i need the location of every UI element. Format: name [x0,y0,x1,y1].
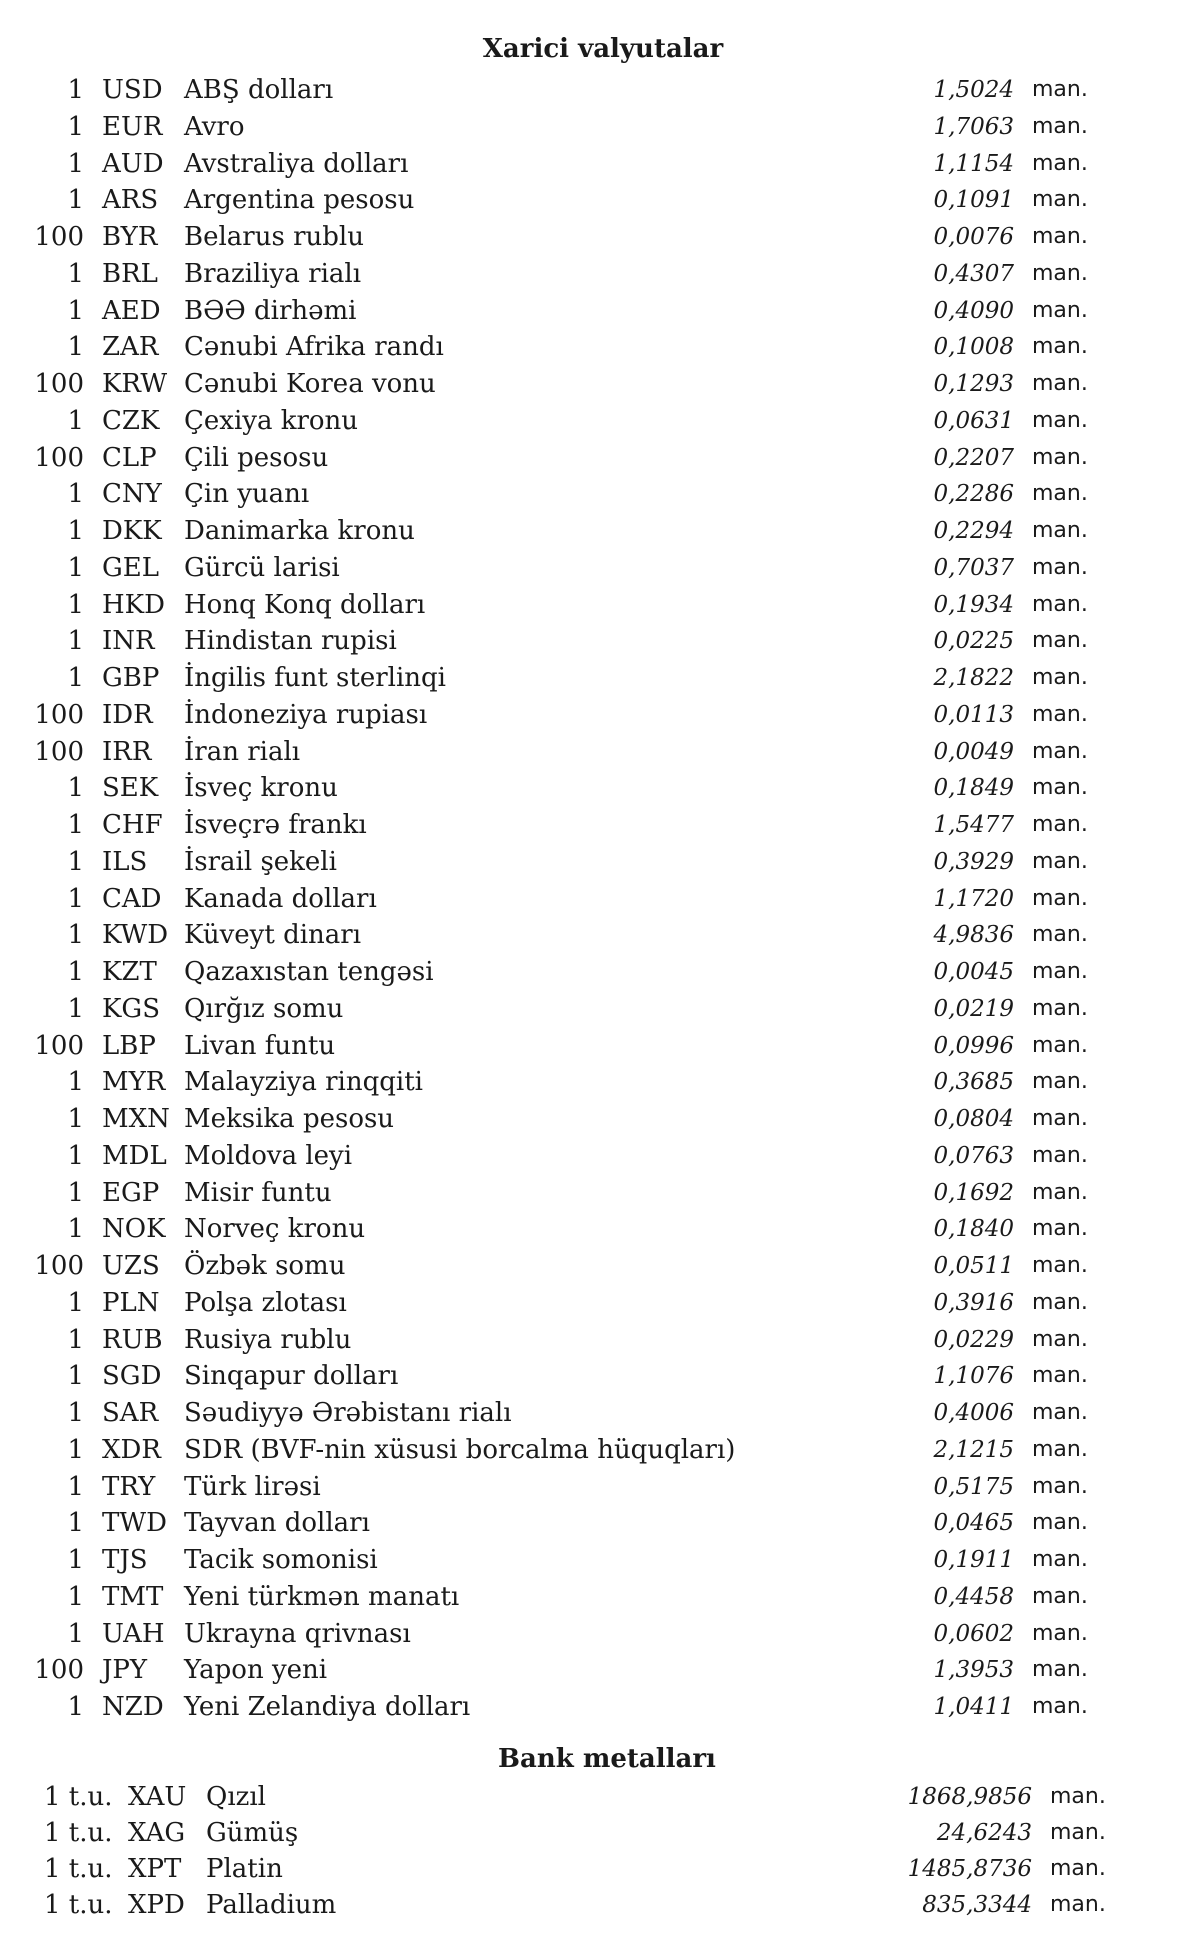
unit-cell: 1 [67,1177,84,1208]
code-cell: ZAR [102,332,159,363]
code-cell: KZT [102,957,157,987]
unit-cell: 1 t.u. [44,1890,113,1920]
unit-cell: 1 [67,1361,84,1392]
table-row [0,991,1202,1028]
rate-cell: 2,1215 [933,1436,1014,1463]
code-cell: KWD [102,920,169,951]
currency-suffix: man. [1032,1179,1088,1205]
code-cell: BYR [102,222,158,252]
table-row [0,1432,1202,1469]
currency-suffix: man. [1032,297,1088,323]
code-cell: TRY [102,1471,156,1502]
rate-cell: 1,1076 [933,1363,1014,1390]
unit-cell: 1 [67,1545,84,1575]
unit-cell: 1 [67,295,84,326]
table-row [0,1175,1202,1212]
unit-cell: 1 [67,1471,84,1502]
code-cell: MYR [102,1067,166,1098]
rate-cell: 1485,8736 [907,1856,1032,1882]
rate-cell: 2,1822 [933,665,1014,691]
rate-cell: 1,5477 [933,812,1014,838]
unit-cell: 1 [67,1067,84,1098]
rate-cell: 1,5024 [933,77,1014,103]
code-cell: CNY [102,479,162,510]
rate-cell: 0,2207 [933,444,1014,471]
code-cell: INR [102,626,155,657]
name-cell: İsveçrə frankı [184,810,367,840]
rate-cell: 0,0511 [933,1253,1014,1279]
rate-cell: 0,1934 [933,591,1014,618]
code-cell: KGS [102,993,161,1024]
table-row [0,1851,1202,1887]
currency-suffix: man. [1032,1069,1088,1095]
code-cell: UZS [102,1251,160,1281]
name-cell: Misir funtu [184,1177,332,1208]
unit-cell: 1 [67,1324,84,1355]
name-cell: Malayziya rinqqiti [184,1067,423,1098]
unit-cell: 1 [67,920,84,951]
unit-cell: 1 [67,185,84,216]
currency-suffix: man. [1032,260,1088,286]
code-cell: TMT [102,1581,164,1612]
table-row [0,1505,1202,1542]
name-cell: Özbək somu [184,1251,346,1281]
unit-cell: 100 [34,1251,84,1281]
code-cell: USD [102,75,163,105]
currency-suffix: man. [1032,518,1088,543]
currency-suffix: man. [1032,922,1088,948]
currency-suffix: man. [1032,1142,1088,1168]
code-cell: AED [102,295,161,326]
code-cell: CZK [102,405,160,436]
name-cell: Çili pesosu [184,442,329,473]
table-row [0,329,1202,366]
table-row [0,770,1202,807]
code-cell: TWD [102,1508,167,1539]
table-row [0,807,1202,844]
rate-cell: 0,1293 [933,371,1014,397]
rate-cell: 0,0113 [933,701,1014,728]
code-cell: SEK [102,773,159,804]
currency-suffix: man. [1032,1326,1088,1352]
rate-cell: 0,5175 [933,1473,1014,1500]
table-row [0,293,1202,330]
rate-cell: 0,1911 [933,1547,1014,1573]
name-cell: ABŞ dolları [184,75,334,105]
name-cell: Türk lirəsi [184,1471,321,1502]
currency-suffix: man. [1032,113,1088,139]
name-cell: Yapon yeni [184,1655,328,1686]
name-cell: Gümüş [206,1818,299,1848]
name-cell: Küveyt dinarı [184,920,362,951]
table-row [0,256,1202,293]
rate-cell: 1,0411 [933,1694,1014,1720]
name-cell: Gürcü larisi [184,552,340,583]
table-row [0,1652,1202,1689]
name-cell: Cənubi Korea vonu [184,369,436,399]
name-cell: Çexiya kronu [184,405,359,436]
code-cell: CLP [102,442,157,473]
code-cell: PLN [102,1287,160,1318]
unit-cell: 1 [67,516,84,546]
code-cell: MDL [102,1140,167,1171]
currency-suffix: man. [1032,224,1088,249]
name-cell: Livan funtu [184,1030,336,1061]
name-cell: Rusiya rublu [184,1324,352,1355]
currency-suffix: man. [1032,1400,1088,1425]
code-cell: ILS [102,846,148,877]
rate-cell: 0,4006 [933,1400,1014,1426]
table-row [0,881,1202,918]
table-row [0,1779,1202,1815]
table-row [0,513,1202,550]
name-cell: Belarus rublu [184,222,364,252]
code-cell: GEL [102,552,160,583]
name-cell: Norveç kronu [184,1214,366,1245]
rate-cell: 0,0631 [933,407,1014,434]
name-cell: Platin [206,1854,283,1884]
rate-cell: 24,6243 [936,1820,1032,1846]
table-row [0,1358,1202,1395]
table-row [0,182,1202,219]
rate-cell: 0,1849 [933,775,1014,802]
rate-cell: 0,2294 [933,518,1014,544]
rate-cell: 0,0219 [933,995,1014,1022]
rate-cell: 0,0996 [933,1032,1014,1059]
unit-cell: 1 t.u. [44,1818,113,1848]
currency-suffix: man. [1032,334,1088,360]
table-row [0,403,1202,440]
unit-cell: 1 [67,405,84,436]
name-cell: Argentina pesosu [184,185,415,216]
currency-suffix: man. [1050,1856,1106,1881]
name-cell: İngilis funt sterlinqi [184,663,446,693]
name-cell: Səudiyyə Ərəbistanı rialı [184,1398,512,1428]
table-row [0,440,1202,477]
unit-cell: 100 [34,369,84,399]
code-cell: MXN [102,1104,170,1134]
table-row [0,1815,1202,1851]
code-cell: NOK [102,1214,166,1245]
code-cell: XAU [128,1782,187,1812]
name-cell: Braziliya rialı [184,258,362,289]
rate-cell: 835,3344 [922,1892,1032,1918]
table-row [0,1028,1202,1065]
rate-cell: 0,1091 [933,187,1014,214]
name-cell: Cənubi Afrika randı [184,332,444,363]
table-row [0,587,1202,624]
unit-cell: 1 [67,75,84,105]
name-cell: Tayvan dolları [184,1508,370,1539]
unit-cell: 1 [67,1214,84,1245]
unit-cell: 1 [67,626,84,657]
table-row [0,1887,1202,1923]
unit-cell: 1 [67,1508,84,1539]
code-cell: LBP [102,1030,156,1061]
currency-suffix: man. [1032,995,1088,1021]
unit-cell: 1 [67,1434,84,1465]
rate-cell: 0,3916 [933,1289,1014,1316]
currency-suffix: man. [1032,665,1088,690]
unit-cell: 1 [67,846,84,877]
name-cell: İsrail şekeli [184,846,337,877]
name-cell: Avro [184,111,245,142]
table-row [0,1395,1202,1432]
unit-cell: 1 [67,1581,84,1612]
table-row [0,844,1202,881]
rate-cell: 0,4090 [933,297,1014,324]
unit-cell: 1 [67,957,84,987]
currency-suffix: man. [1032,444,1088,470]
currency-suffix: man. [1050,1892,1106,1917]
currency-table [0,72,1202,1726]
name-cell: İran rialı [184,736,301,767]
unit-cell: 1 [67,148,84,179]
currency-suffix: man. [1032,407,1088,433]
table-row [0,1285,1202,1322]
currency-suffix: man. [1032,187,1088,213]
code-cell: NZD [102,1692,164,1722]
table-row [0,1322,1202,1359]
table-row [0,476,1202,513]
name-cell: Qırğız somu [184,993,344,1024]
rate-cell: 1,1720 [933,885,1014,912]
code-cell: JPY [102,1655,148,1686]
name-cell: Danimarka kronu [184,516,415,546]
table-row [0,550,1202,587]
currency-suffix: man. [1032,1436,1088,1462]
unit-cell: 1 [67,589,84,620]
code-cell: DKK [102,516,162,546]
table-row [0,109,1202,146]
table-row [0,72,1202,109]
rate-cell: 0,3685 [933,1069,1014,1096]
code-cell: RUB [102,1324,163,1355]
unit-cell: 1 t.u. [44,1782,113,1812]
currency-suffix: man. [1032,1216,1088,1242]
rate-cell: 0,0229 [933,1326,1014,1353]
table-row [0,954,1202,991]
rate-cell: 0,0076 [933,224,1014,250]
unit-cell: 1 t.u. [44,1854,113,1884]
metals-title: Bank metalları [498,1744,716,1774]
unit-cell: 1 [67,479,84,510]
name-cell: Moldova leyi [184,1140,353,1171]
code-cell: IDR [102,699,153,730]
table-row [0,1689,1202,1726]
currency-suffix: man. [1032,738,1088,764]
currency-suffix: man. [1032,1583,1088,1609]
table-row [0,146,1202,183]
name-cell: Yeni türkmən manatı [184,1581,460,1612]
currency-suffix: man. [1032,1253,1088,1278]
table-row [0,1101,1202,1138]
name-cell: Meksika pesosu [184,1104,395,1134]
rate-cell: 0,0804 [933,1106,1014,1132]
currency-suffix: man. [1032,1620,1088,1646]
code-cell: XAG [128,1818,186,1848]
table-row [0,1248,1202,1285]
currency-suffix: man. [1032,591,1088,617]
rate-cell: 0,2286 [933,481,1014,508]
currency-suffix: man. [1032,1363,1088,1389]
currency-suffix: man. [1032,959,1088,984]
rate-cell: 0,4307 [933,260,1014,287]
rate-cell: 1,3953 [933,1657,1014,1684]
name-cell: Honq Konq dolları [184,589,426,620]
code-cell: HKD [102,589,165,620]
currency-suffix: man. [1032,1032,1088,1058]
name-cell: İsveç kronu [184,773,338,804]
metals-table [0,1779,1202,1923]
currency-suffix: man. [1050,1784,1106,1809]
name-cell: Ukrayna qrivnası [184,1618,411,1649]
table-row [0,1211,1202,1248]
rate-cell: 0,0049 [933,738,1014,765]
rate-cell: 1868,9856 [907,1784,1032,1810]
code-cell: KRW [102,369,168,399]
unit-cell: 1 [67,332,84,363]
rate-cell: 0,7037 [933,554,1014,581]
currency-suffix: man. [1032,481,1088,507]
currency-suffix: man. [1032,701,1088,727]
currency-suffix: man. [1032,628,1088,654]
currency-suffix: man. [1032,812,1088,837]
table-row [0,1064,1202,1101]
currencies-title: Xarici valyutalar [482,34,724,64]
name-cell: İndoneziya rupiası [184,699,428,730]
name-cell: SDR (BVF-nin xüsusi borcalma hüquqları) [184,1434,736,1465]
rate-cell: 0,1008 [933,334,1014,361]
name-cell: Sinqapur dolları [184,1361,399,1392]
unit-cell: 1 [67,1692,84,1722]
code-cell: EUR [102,111,163,142]
currency-suffix: man. [1032,1473,1088,1499]
currency-suffix: man. [1032,1547,1088,1572]
unit-cell: 1 [67,773,84,804]
currency-suffix: man. [1032,1289,1088,1315]
code-cell: XPT [128,1854,182,1884]
name-cell: Palladium [206,1890,337,1920]
unit-cell: 100 [34,222,84,252]
currency-suffix: man. [1032,1694,1088,1719]
currency-suffix: man. [1032,371,1088,396]
name-cell: Avstraliya dolları [184,148,409,179]
code-cell: SGD [102,1361,162,1392]
code-cell: CAD [102,883,162,914]
unit-cell: 100 [34,736,84,767]
table-row [0,1138,1202,1175]
rate-cell: 0,3929 [933,848,1014,875]
unit-cell: 1 [67,810,84,840]
currency-suffix: man. [1032,554,1088,580]
unit-cell: 1 [67,1398,84,1428]
unit-cell: 1 [67,663,84,693]
rate-cell: 0,1840 [933,1216,1014,1243]
table-row [0,1616,1202,1653]
rate-cell: 0,4458 [933,1583,1014,1610]
rate-cell: 4,9836 [933,922,1014,949]
name-cell: BƏƏ dirhəmi [184,295,357,326]
unit-cell: 1 [67,1140,84,1171]
table-row [0,366,1202,403]
unit-cell: 1 [67,111,84,142]
currency-suffix: man. [1032,150,1088,176]
currency-suffix: man. [1032,885,1088,911]
unit-cell: 1 [67,1618,84,1649]
code-cell: GBP [102,663,160,693]
table-row [0,219,1202,256]
table-row [0,623,1202,660]
name-cell: Qazaxıstan tengəsi [184,957,434,987]
unit-cell: 100 [34,1655,84,1686]
unit-cell: 1 [67,1104,84,1134]
rate-cell: 1,1154 [933,150,1014,177]
table-row [0,1469,1202,1506]
name-cell: Hindistan rupisi [184,626,397,657]
rate-cell: 0,1692 [933,1179,1014,1206]
name-cell: Çin yuanı [184,479,310,510]
currency-suffix: man. [1032,1106,1088,1131]
unit-cell: 100 [34,442,84,473]
code-cell: XPD [128,1890,185,1920]
code-cell: CHF [102,810,163,840]
rate-cell: 0,0763 [933,1142,1014,1169]
code-cell: EGP [102,1177,160,1208]
currency-suffix: man. [1032,848,1088,874]
name-cell: Yeni Zelandiya dolları [184,1692,471,1722]
unit-cell: 100 [34,1030,84,1061]
rate-cell: 0,0225 [933,628,1014,655]
rate-cell: 0,0045 [933,959,1014,985]
unit-cell: 100 [34,699,84,730]
currency-suffix: man. [1032,775,1088,801]
rate-cell: 0,0465 [933,1510,1014,1537]
currency-suffix: man. [1032,1510,1088,1536]
unit-cell: 1 [67,993,84,1024]
code-cell: SAR [102,1398,159,1428]
code-cell: TJS [102,1545,148,1575]
code-cell: UAH [102,1618,165,1649]
name-cell: Tacik somonisi [184,1545,378,1575]
code-cell: IRR [102,736,152,767]
name-cell: Kanada dolları [184,883,377,914]
currency-suffix: man. [1032,77,1088,102]
table-row [0,1579,1202,1616]
unit-cell: 1 [67,883,84,914]
name-cell: Qızıl [206,1782,266,1812]
currency-suffix: man. [1032,1657,1088,1683]
currency-suffix: man. [1050,1820,1106,1845]
unit-cell: 1 [67,258,84,289]
table-row [0,917,1202,954]
table-row [0,660,1202,697]
code-cell: XDR [102,1434,161,1465]
unit-cell: 1 [67,1287,84,1318]
rate-cell: 0,0602 [933,1620,1014,1647]
name-cell: Polşa zlotası [184,1287,347,1318]
code-cell: BRL [102,258,158,289]
table-row [0,697,1202,734]
rate-cell: 1,7063 [933,113,1014,140]
table-row [0,1542,1202,1579]
unit-cell: 1 [67,552,84,583]
code-cell: AUD [102,148,164,179]
table-row [0,734,1202,771]
code-cell: ARS [102,185,159,216]
